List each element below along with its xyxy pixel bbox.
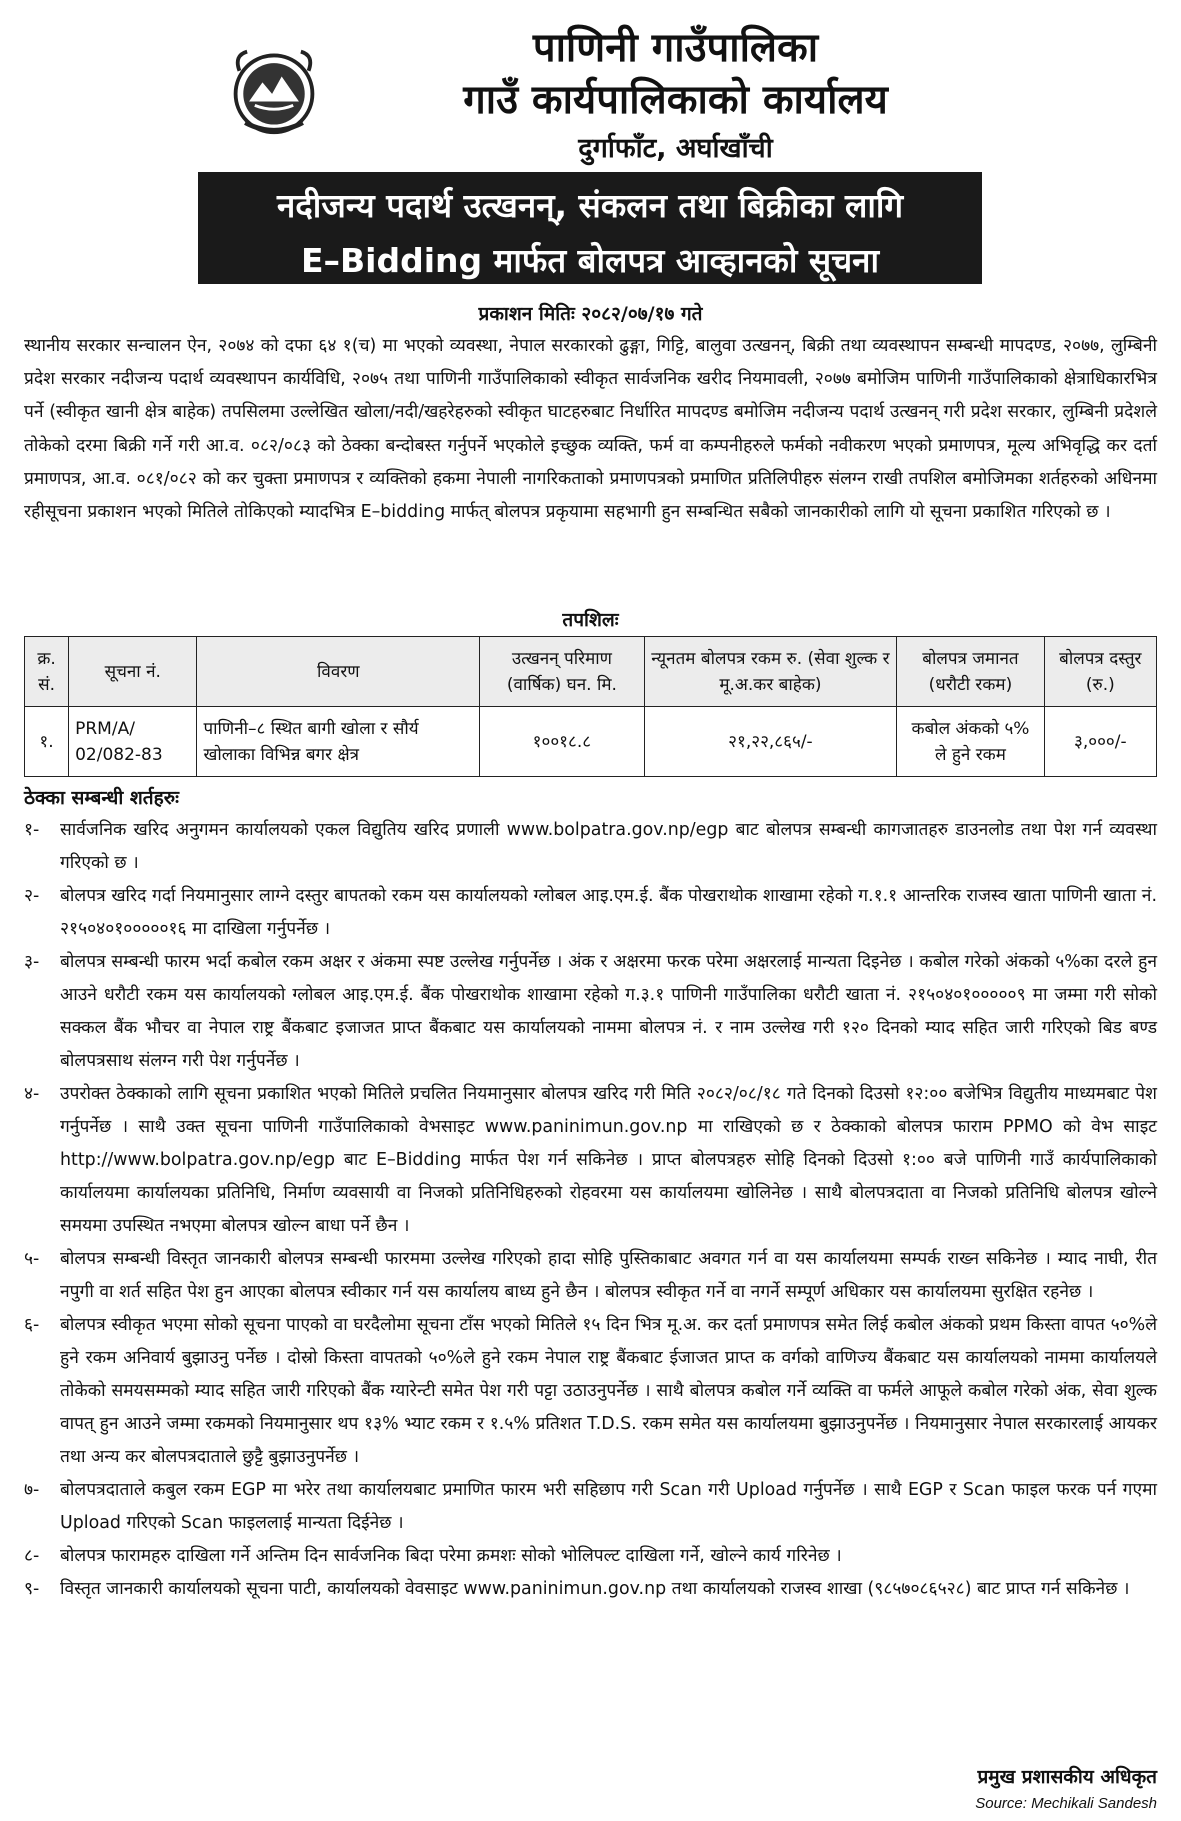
term-text: सार्वजनिक खरिद अनुगमन कार्यालयको एकल विद्युतिय खरिद प्रणाली www.bolpatra.gov.np/egp बाट बोलपत्र सम्बन्धी कागजातहरु डाउनलोड तथा पेश गर्न व्यवस्था गरिएको छ । <box>60 820 1157 873</box>
term-text: बोलपत्र स्वीकृत भएमा सोको सूचना पाएको वा घरदैलोमा सूचना टाँस भएको मितिले १५ दिन भित्र मू.अ. कर दर्ता प्रमाणपत्र समेत लिई कबोल अंकको प्रथम किस्ता वापत ५०%ले हुने रकम अनिवार्य बुझाउनु पर्नेछ । दोस्रो किस्ता वापतको ५०%ले हुने रकम नेपाल राष्ट्र बैंकबाट ईजाजत प्राप्त क वर्गको वाणिज्य बैंकबाट यस कार्यालयको नाममा कार्यालयले तोकेको समयसम्मको म्याद सहित जारी गरिएको बैंक ग्यारेन्टी समेत पेश गरी पट्टा उठाउनुपर्नेछ । साथै बोलपत्र कबोल गर्ने व्यक्ति वा फर्मले आफूले कबोल गरेको अंक, सेवा शुल्क वापत् हुन आउने जम्मा रकमको नियमानुसार थप १३% भ्याट रकम र १.५% प्रतिशत T.D.S. रकम समेत यस कार्यालयमा बुझाउनुपर्नेछ । नियमानुसार नेपाल सरकारलाई आयकर तथा अन्य कर बोलपत्रदाताले छुट्टै बुझाउनुपर्नेछ । <box>60 1315 1157 1467</box>
terms-title: ठेक्का सम्बन्धी शर्तहरुः <box>24 787 179 809</box>
term-item <box>24 1078 1157 1243</box>
term-text: बोलपत्र सम्बन्धी विस्तृत जानकारी बोलपत्र सम्बन्धी फारममा उल्लेख गरिएको हादा सोहि पुस्तिकाबाट अवगत गर्न वा यस कार्यालयमा सम्पर्क राख्न सकिनेछ । म्याद नाघी, रीत नपुगी वा शर्त सहित पेश हुन आएका बोलपत्र स्वीकार गर्न यस कार्यालय बाध्य हुने छैन । बोलपत्र स्वीकृत गर्ने वा नगर्ने सम्पूर्ण अधिकार यस कार्यालयमा सुरक्षित रहनेछ । <box>60 1249 1157 1302</box>
term-number: ८- <box>24 1546 40 1566</box>
term-text: विस्तृत जानकारी कार्यालयको सूचना पाटी, कार्यालयको वेवसाइट www.paninimun.gov.np तथा कार्यालयको राजस्व शाखा (९८५७०८६५२८) बाट प्राप्त गर्न सकिनेछ । <box>60 1579 1130 1599</box>
cell-min-amount: २१,२२,८६५/- <box>644 707 897 777</box>
term-item <box>24 1309 1157 1474</box>
term-item <box>24 1474 1157 1540</box>
term-item <box>24 814 1157 880</box>
cell-security: कबोल अंकको ५% ले हुने रकम <box>897 707 1044 777</box>
term-text: बोलपत्रदाताले कबुल रकम EGP मा भरेर तथा कार्यालयबाट प्रमाणित फारम भरी सहिछाप गरी Scan गरी Upload गर्नुपर्नेछ । साथै EGP र Scan फाइल फरक पर्न गएमा Upload गरिएको Scan फाइललाई मान्यता दिईनेछ । <box>60 1480 1157 1533</box>
source-credit: Source: Mechikali Sandesh <box>975 1795 1157 1812</box>
table-header-row <box>25 637 1157 707</box>
cell-fee: ३,०००/- <box>1044 707 1156 777</box>
office-address: दुर्गाफाँट, अर्घाखाँची <box>578 133 773 164</box>
municipality-name: पाणिनी गाउँपालिका <box>532 25 819 71</box>
header-fee: बोलपत्र दस्तुर (रु.) <box>1044 637 1156 707</box>
term-number: ३- <box>24 952 40 972</box>
table-title: तपशिलः <box>562 609 619 631</box>
header-quantity: उत्खनन् परिमाण (वार्षिक) घन. मि. <box>480 637 644 707</box>
term-item <box>24 1573 1157 1606</box>
office-name: गाउँ कार्यपालिकाको कार्यालय <box>463 77 888 123</box>
terms-list <box>24 814 1157 1606</box>
term-number: ७- <box>24 1480 40 1500</box>
term-text: उपरोक्त ठेक्काको लागि सूचना प्रकाशित भएको मितिले प्रचलित नियमानुसार बोलपत्र खरिद गरी मिति २०८२/०८/१८ गते दिनको दिउसो १२:०० बजेभित्र विद्युतीय माध्यमबाट पेश गर्नुपर्नेछ । साथै उक्त सूचना पाणिनी गाउँपालिकाको वेभसाइट www.paninimun.gov.np मा राखिएको छ र ठेक्काको बोलपत्र फाराम PPMO को वेभ साइट http://www.bolpatra.gov.np/egp बाट E–Bidding मार्फत पेश गर्न सकिनेछ । प्राप्त बोलपत्रहरु सोहि दिनको दिउसो १:०० बजे पाणिनी गाउँ कार्यपालिकाको कार्यालयमा कार्यालयका प्रतिनिधि, निर्माण व्यवसायी वा निजको प्रतिनिधिहरुको रोहवरमा यस कार्यालयमा खोलिनेछ । साथै बोलपत्रदाता वा निजको प्रतिनिधि बोलपत्र खोल्ने समयमा उपस्थित नभएमा बोलपत्र खोल्न बाधा पर्ने छैन । <box>60 1084 1157 1236</box>
term-number: २- <box>24 886 40 906</box>
details-table <box>24 636 1157 777</box>
header-min-amount: न्यूनतम बोलपत्र रकम रु. (सेवा शुल्क र मू.अ.कर बाहेक) <box>644 637 897 707</box>
term-text: बोलपत्र खरिद गर्दा नियमानुसार लाग्ने दस्तुर बापतको रकम यस कार्यालयको ग्लोबल आइ.एम.ई. बैंक पोखराथोक शाखामा रहेको ग.१.१ आन्तरिक राजस्व खाता पाणिनी खाता नं. २१५०४०१०००००१६ मा दाखिला गर्नुपर्नेछ । <box>60 886 1157 939</box>
term-text: बोलपत्र सम्बन्धी फारम भर्दा कबोल रकम अक्षर र अंकमा स्पष्ट उल्लेख गर्नुपर्नेछ । अंक र अक्षरमा फरक परेमा अक्षरलाई मान्यता दिइनेछ । कबोल गरेको अंकको ५%का दरले हुन आउने धरौटी रकम यस कार्यालयको ग्लोबल आइ.एम.ई. बैंक पोखराथोक शाखामा रहेको ग.३.१ पाणिनी गाउँपालिका धरौटी खाता नं. २१५०४०१०००००९ मा जम्मा गरी सोको सक्कल बैंक भौचर वा नेपाल राष्ट्र बैंकबाट इजाजत प्राप्त बैंकबाट यस कार्यालयको नाममा बोलपत्र नं. र नाम उल्लेख गरी १२० दिनको म्याद सहित जारी गरिएको बिड बण्ड बोलपत्रसाथ संलग्न गरी पेश गर्नुपर्नेछ । <box>60 952 1157 1071</box>
cell-notice-no: PRM/A/ 02/082-83 <box>69 707 197 777</box>
term-number: ४- <box>24 1084 40 1104</box>
term-item <box>24 880 1157 946</box>
header-description: विवरण <box>197 637 480 707</box>
term-item <box>24 1540 1157 1573</box>
header-notice-no: सूचना नं. <box>69 637 197 707</box>
intro-paragraph: स्थानीय सरकार सन्चालन ऐन, २०७४ को दफा ६४ १(च) मा भएको व्यवस्था, नेपाल सरकारको ढुङ्गा, गिट्टि, बालुवा उत्खनन्, बिक्री तथा व्यवस्थापन सम्बन्धी मापदण्ड, २०७७, लुम्बिनी प्रदेश सरकार नदीजन्य पदार्थ व्यवस्थापन कार्यविधि, २०७५ तथा पाणिनी गाउँपालिकाको स्वीकृत सार्वजनिक खरीद नियमावली, २०७७ बमोजिम पाणिनी गाउँपालिकाको क्षेत्राधिकारभित्र पर्ने (स्वीकृत खानी क्षेत्र बाहेक) तपसिलमा उल्लेखित खोला/नदी/खहरेहरुको स्वीकृत घाटहरुबाट निर्धारित मापदण्ड बमोजिम नदीजन्य पदार्थ उत्खनन् गरी प्रदेश सरकार, लुम्बिनी प्रदेशले तोकेको दरमा बिक्री गर्ने गरी आ.व. ०८२/०८३ को ठेक्का बन्दोबस्त गर्नुपर्ने भएकोले इच्छुक व्यक्ति, फर्म वा कम्पनीहरुले फर्मको नवीकरण भएको प्रमाणपत्र, मूल्य अभिवृद्धि कर दर्ता प्रमाणपत्र, आ.व. ०८१/०८२ को कर चुक्ता प्रमाणपत्र र व्यक्तिको हकमा नेपाली नागरिकताको प्रमाणपत्रको प्रमाणित प्रतिलिपीहरु संलग्न राखी तपशिल बमोजिमका शर्तहरुको अधिनमा रहीसूचना प्रकाशन भएको मितिले तोकिएको म्यादभित्र E–bidding मार्फत् बोलपत्र प्रकृयामा सहभागी हुन सम्बन्धित सबैको जानकारीको लागि यो सूचना प्रकाशित गरिएको छ । <box>24 336 1157 523</box>
table-row <box>25 707 1157 777</box>
cell-quantity: १००१८.८ <box>480 707 644 777</box>
publication-date: प्रकाशन मितिः २०८२/०७/१७ गते <box>478 303 703 325</box>
cell-serial: १. <box>25 707 69 777</box>
term-item <box>24 946 1157 1078</box>
header <box>24 0 1157 170</box>
term-number: १- <box>24 820 40 840</box>
notice-title-banner <box>198 172 982 284</box>
notice-title-line1: नदीजन्य पदार्थ उत्खनन्, संकलन तथा बिक्रीका लागि <box>276 186 904 225</box>
notice-title-line2: E–Bidding मार्फत बोलपत्र आव्हानको सूचना <box>300 241 880 280</box>
cell-description: पाणिनी–८ स्थित बागी खोला र सौर्य खोलाका विभिन्न बगर क्षेत्र <box>197 707 480 777</box>
header-security: बोलपत्र जमानत (धरौटी रकम) <box>897 637 1044 707</box>
signatory-title: प्रमुख प्रशासकीय अधिकृत <box>977 1766 1157 1788</box>
term-number: ६- <box>24 1315 40 1335</box>
term-text: बोलपत्र फारामहरु दाखिला गर्ने अन्तिम दिन सार्वजनिक बिदा परेमा क्रमशः सोको भोलिपल्ट दाखिला गर्ने, खोल्ने कार्य गरिनेछ । <box>60 1546 842 1566</box>
term-item <box>24 1243 1157 1309</box>
term-number: ९- <box>24 1579 40 1599</box>
term-number: ५- <box>24 1249 40 1269</box>
header-serial: क्र. सं. <box>25 637 69 707</box>
